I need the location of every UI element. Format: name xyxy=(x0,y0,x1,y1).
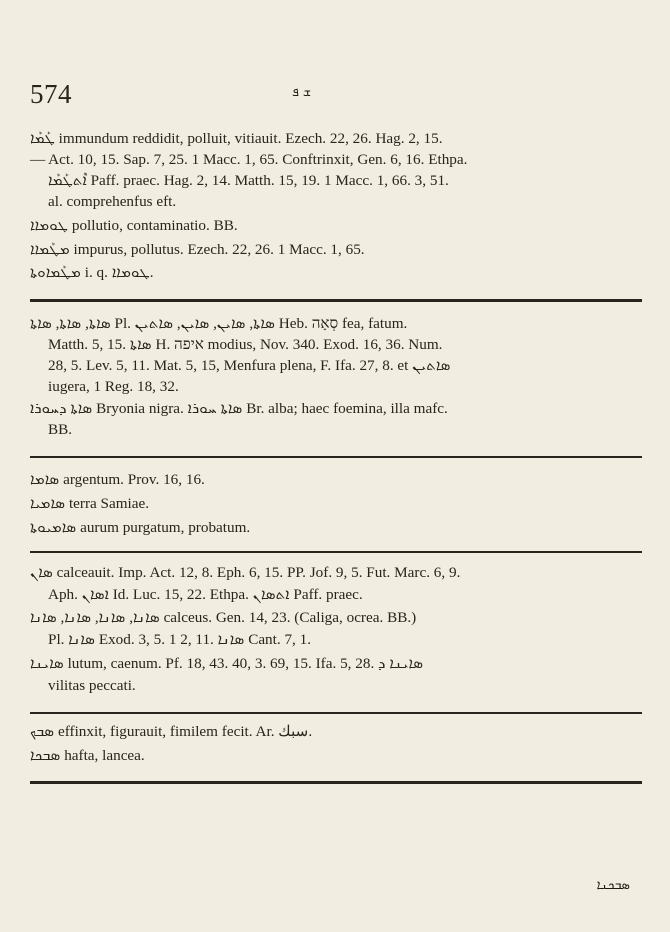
entry-line: ܣܐܢܐ, ܣܐܢܐ, ܣܐܢܐ, ܣܐܢܐ calceus. Gen. 14, 23. (Caliga, ocrea. BB.) xyxy=(30,609,417,626)
entry-line: ܐܶܬܛܰܡܰܐ Paff. praec. Hag. 2, 14. Matth. 15, 19. 1 Macc. 1, 66. 3, 51. xyxy=(48,172,449,189)
entry-line: ܡܛܰܡܐܐ impurus, pollutus. Ezech. 22, 26. 1 Macc. 1, 65. xyxy=(30,241,365,258)
section-rule xyxy=(30,551,642,553)
entry-line: ܣܐܬܐ ܕܚܘܪܐ Bryonia nigra. ܣܐܬܐ ܚܘܪܐ Br. alba; haec foemina, illa mafc. xyxy=(30,400,448,417)
section-rule xyxy=(30,456,642,458)
entry-line: al. comprehenfus eft. xyxy=(48,193,177,210)
entry-line: ܣܐܬܐ, ܣܐܬܐ, ܣܐܬܐ Pl. ܣܐܬܐ, ܣܐܝܢ, ܣܐܝܢ, ܣܐܬܝܢ Heb. סְאָה fea, fatum. xyxy=(30,315,408,332)
entry-line: ܛܰܡܰܐ immundum reddidit, polluit, vitiauit. Ezech. 22, 26. Hag. 2, 15. xyxy=(30,130,443,147)
entry-line: ܣܐܡܝܘܬܐ aurum purgatum, probatum. xyxy=(30,519,251,536)
section-rule xyxy=(30,299,642,302)
entry-line: ܣܐܢ calceauit. Imp. Act. 12, 8. Eph. 6, 15. PP. Jof. 9, 5. Fut. Marc. 6, 9. xyxy=(30,564,461,581)
entry-line: ܣܒܟܐ hafta, lancea. xyxy=(30,747,145,764)
entry-line: Pl. ܣܐܢܐ Exod. 3, 5. 1 2, 11. ܣܐܢܐ Cant. 7, 1. xyxy=(48,631,312,648)
running-head-letters: ܫ ܦ xyxy=(292,84,311,99)
entry-line: ܣܐܡܝܐ terra Samiae. xyxy=(30,495,150,512)
entry-line: 28, 5. Lev. 5, 11. Mat. 5, 15, Menfura plena, F. Ifa. 27, 8. et ܣܐܬܝܢ xyxy=(48,357,451,374)
section-rule xyxy=(30,712,642,714)
entry-line: ܣܐܡܐ argentum. Prov. 16, 16. xyxy=(30,471,205,488)
page-number: 574 xyxy=(30,79,72,109)
catchword: ܣܒܟܢܐ xyxy=(596,878,630,893)
entry-line: ܛܘܡܐܐ pollutio, contaminatio. BB. xyxy=(30,217,238,234)
entry-line: Aph. ܐܣܐܢ Id. Luc. 15, 22. Ethpa. ܐܬܣܐܢ Paff. praec. xyxy=(48,586,363,603)
entry-line: ܣܒܟ effinxit, figurauit, fimilem fecit. Ar. سبك. xyxy=(30,723,313,740)
entry-line: Matth. 5, 15. ܣܐܬܐ H. איפה modius, Nov. 340. Exod. 16, 36. Num. xyxy=(48,336,443,353)
entry-line: ܡܛܰܡܐܘܬܐ i. q. ܛܘܡܐܐ. xyxy=(30,264,154,281)
entry-line: vilitas peccati. xyxy=(48,677,136,694)
entry-line: — Act. 10, 15. Sap. 7, 25. 1 Macc. 1, 65. Conftrinxit, Gen. 6, 16. Ethpa. xyxy=(30,151,468,168)
entry-line: ܣܐܝܢܐ lutum, caenum. Pf. 18, 43. 40, 3. 69, 15. Ifa. 5, 28. ܣܐܝܢܐ ܕ xyxy=(30,655,424,672)
entry-line: iugera, 1 Reg. 18, 32. xyxy=(48,378,179,395)
entry-line: BB. xyxy=(48,421,73,438)
section-rule xyxy=(30,781,642,784)
